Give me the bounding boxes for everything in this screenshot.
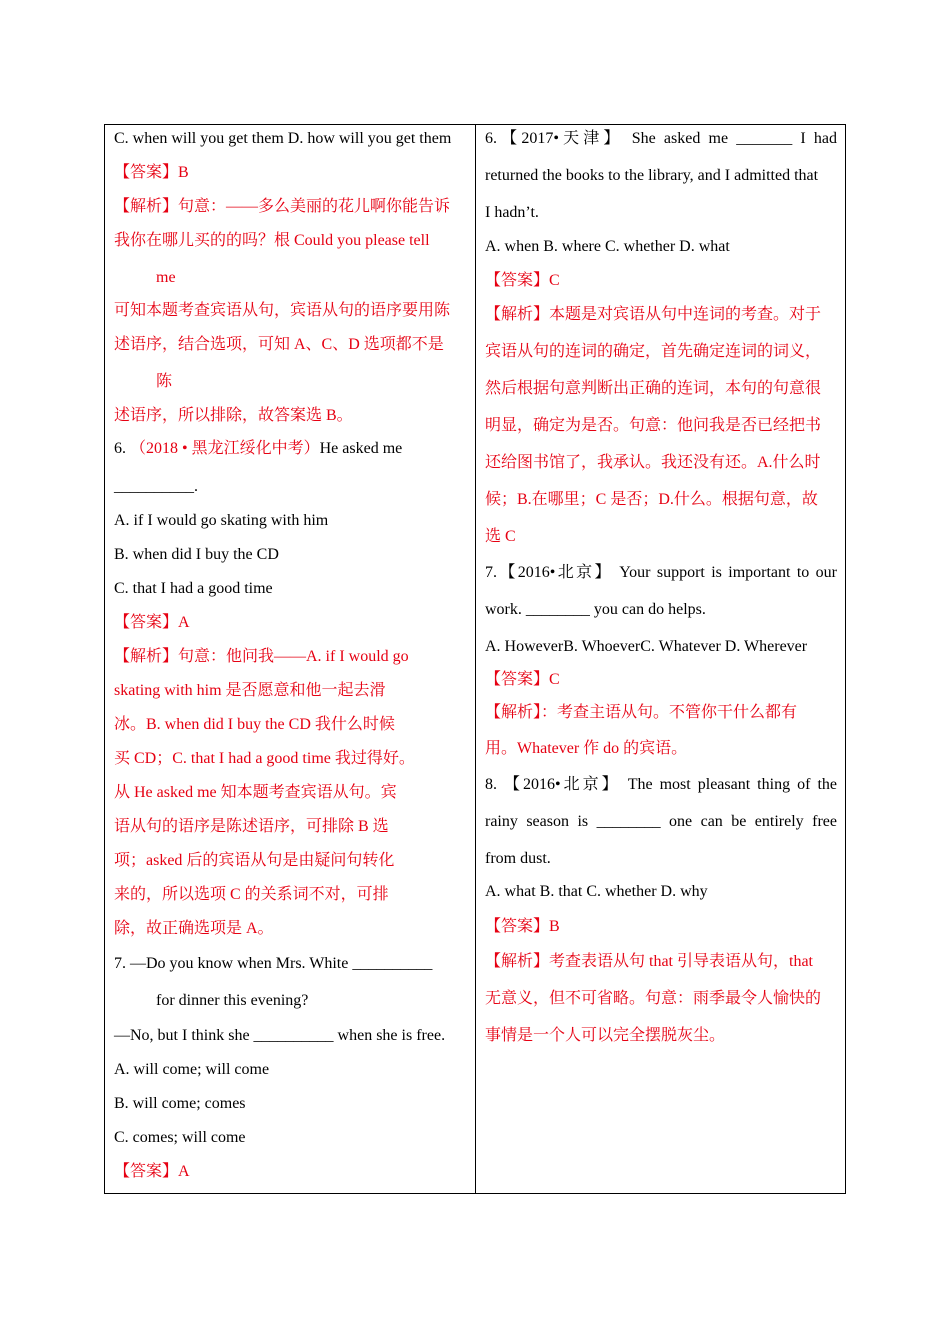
left-line-11: A. if I would go skating with him <box>114 512 329 529</box>
left-line-14: 【答案】A <box>114 614 190 631</box>
right-line-12: 7.【2016•北京】 Your support is important to our <box>485 564 837 581</box>
right-line-23: 【解析】考查表语从句 that 引导表语从句，that <box>485 953 813 970</box>
right-line-6: 宾语从句的连词的确定，首先确定连词的词义， <box>485 343 822 360</box>
right-line-16: 【解析】：考查主语从句。不管你干什么都有 <box>485 704 798 721</box>
right-line-19: rainy season is ________ one can be entirely free <box>485 813 837 830</box>
left-line-30: 【答案】A <box>114 1163 190 1180</box>
left-column <box>105 125 476 1193</box>
right-line-2: I hadn’t. <box>485 204 539 221</box>
two-column-table <box>104 124 846 1194</box>
left-line-13: C. that I had a good time <box>114 580 273 597</box>
right-line-7: 然后根据句意判断出正确的连词，本句的句意很 <box>485 380 822 397</box>
left-line-10: __________. <box>114 478 198 495</box>
right-line-24: 无意义，但不可省略。句意：雨季最令人愉快的 <box>485 990 822 1007</box>
left-line-5: 可知本题考查宾语从句，宾语从句的语序要用陈 <box>114 302 451 319</box>
right-line-13: work. ________ you can do helps. <box>485 601 706 618</box>
right-line-3: A. when B. where C. whether D. what <box>485 238 730 255</box>
left-line-0: C. when will you get them D. how will you get them <box>114 130 452 147</box>
left-line-9-seg-2: He asked me <box>319 440 403 457</box>
left-line-7: 陈 <box>156 373 173 390</box>
left-line-23: 除，故正确选项是 A。 <box>114 920 274 937</box>
left-line-9-seg-1: （2018 • 黑龙江绥化中考） <box>130 440 320 457</box>
right-line-1: returned the books to the library, and I admitted that <box>485 167 819 184</box>
left-line-19: 从 He asked me 知本题考查宾语从句。宾 <box>114 784 397 801</box>
left-line-16: skating with him 是否愿意和他一起去滑 <box>114 682 386 699</box>
left-line-3: 我你在哪儿买的的吗？根 Could you please tell <box>114 232 430 249</box>
left-line-6: 述语序，结合选项，可知 A、C、D 选项都不是 <box>114 336 444 353</box>
left-line-4: me <box>156 269 176 286</box>
right-line-4: 【答案】C <box>485 272 560 289</box>
left-line-27: A. will come; will come <box>114 1061 270 1078</box>
right-line-18: 8. 【2016•北京】 The most pleasant thing of the <box>485 776 837 793</box>
left-line-1: 【答案】B <box>114 164 189 181</box>
right-line-11: 选 C <box>485 528 516 545</box>
left-line-2: 【解析】句意：——多么美丽的花儿啊你能告诉 <box>114 198 451 215</box>
right-line-15: 【答案】C <box>485 671 560 688</box>
left-line-17: 冰。B. when did I buy the CD 我什么时候 <box>114 716 395 733</box>
left-line-26: —No, but I think she __________ when she is free. <box>114 1027 446 1044</box>
left-line-9 <box>114 439 466 459</box>
right-line-21: A. what B. that C. whether D. why <box>485 883 708 900</box>
left-line-9-seg-0: 6. <box>114 440 130 457</box>
left-line-24: 7. —Do you know when Mrs. White __________ <box>114 955 433 972</box>
right-line-10: 候；B.在哪里；C 是否；D.什么。根据句意，故 <box>485 491 818 508</box>
left-line-21: 项；asked 后的宾语从句是由疑问句转化 <box>114 852 395 869</box>
left-line-25: for dinner this evening? <box>156 992 309 1009</box>
left-line-12: B. when did I buy the CD <box>114 546 279 563</box>
left-line-22: 来的，所以选项 C 的关系词不对，可排 <box>114 886 389 903</box>
left-line-29: C. comes; will come <box>114 1129 246 1146</box>
left-line-8: 述语序，所以排除，故答案选 B。 <box>114 407 353 424</box>
left-line-28: B. will come; comes <box>114 1095 246 1112</box>
right-line-0: 6.【2017•天津】 She asked me _______ I had <box>485 130 837 147</box>
right-line-14: A. HoweverB. WhoeverC. Whatever D. Wherever <box>485 638 808 655</box>
right-line-17: 用。Whatever 作 do 的宾语。 <box>485 740 688 757</box>
right-line-25: 事情是一个人可以完全摆脱灰尘。 <box>485 1027 726 1044</box>
left-line-20: 语从句的语序是陈述语序，可排除 B 选 <box>114 818 389 835</box>
right-line-5: 【解析】本题是对宾语从句中连词的考查。对于 <box>485 306 822 323</box>
right-line-8: 明显，确定为是否。句意：他问我是否已经把书 <box>485 417 822 434</box>
left-line-15: 【解析】句意：他问我——A. if I would go <box>114 648 409 665</box>
right-line-22: 【答案】B <box>485 918 560 935</box>
right-column <box>476 125 845 1193</box>
right-line-20: from dust. <box>485 850 551 867</box>
left-line-18: 买 CD；C. that I had a good time 我过得好。 <box>114 750 415 767</box>
right-line-9: 还给图书馆了，我承认。我还没有还。A.什么时 <box>485 454 821 471</box>
